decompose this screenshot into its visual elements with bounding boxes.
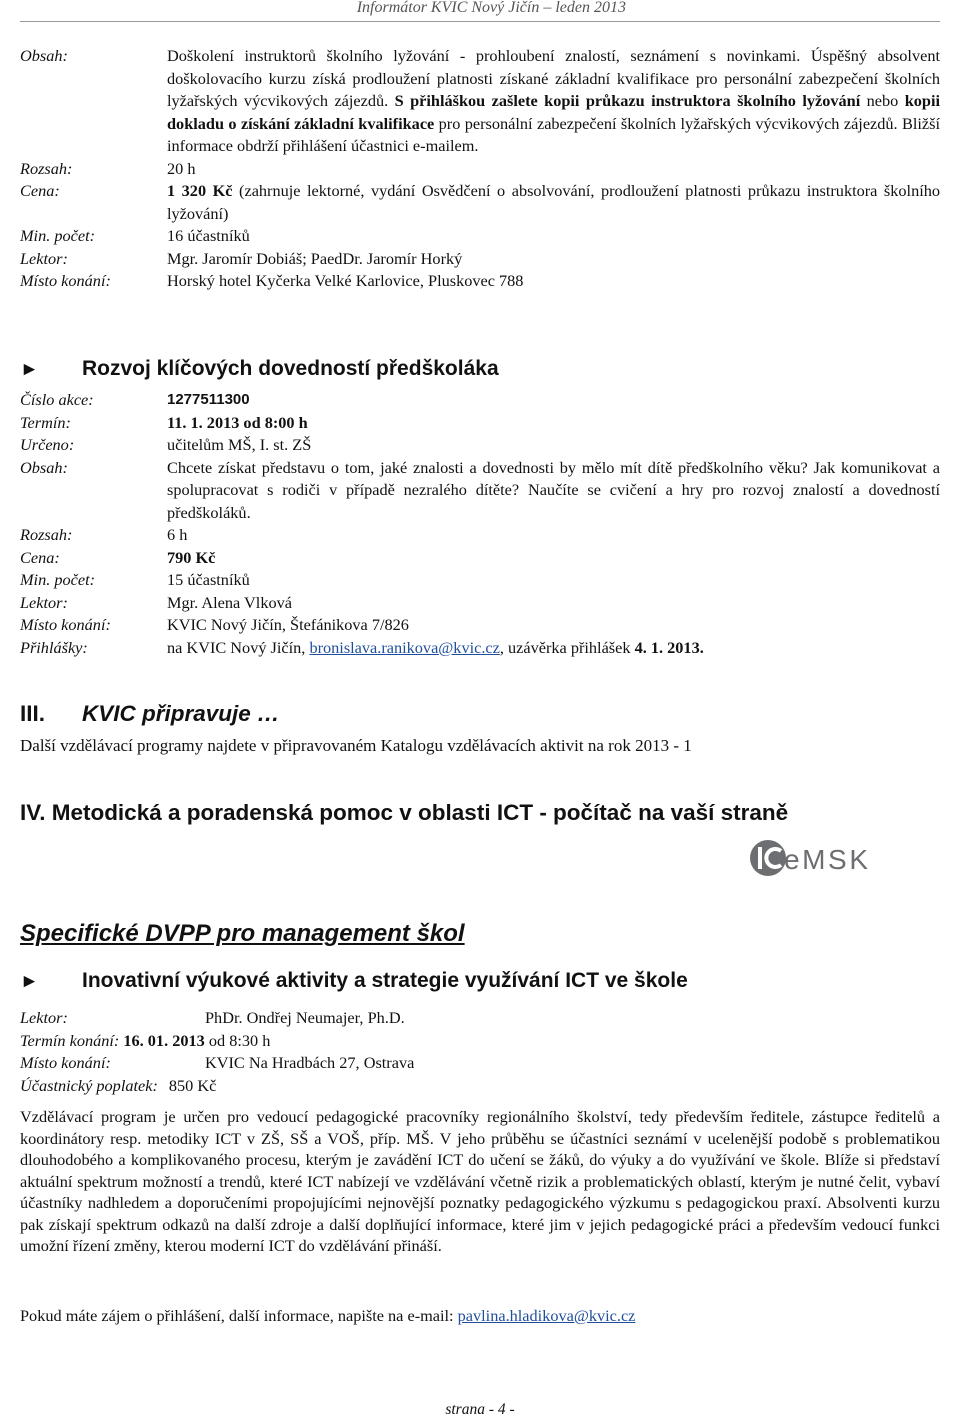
min2-value: 15 účastníků (167, 570, 250, 589)
arrow-icon: ► (20, 971, 39, 992)
course2-details (20, 389, 940, 659)
obsah2-value: Chcete získat představu o tom, jaké znalosti a dovednosti by mělo mít dítě předškolního věku? Jak komunikovat a spolupracovat s rodiči v případě nezralého dítěte? Naučíte se cvičení a hry pro rozvoj znalostí a dovedností předškoláků. (167, 457, 940, 522)
section3-number: III. (20, 701, 46, 726)
dvpp-title: ► Inovativní výukové aktivity a strategie využívání ICT ve škole (20, 969, 688, 992)
rozsah-label: Rozsah: (20, 158, 73, 178)
dvpp-heading: Specifické DVPP pro management škol (20, 920, 465, 947)
arrow-icon: ► (20, 359, 39, 380)
rozsah2-label: Rozsah: (20, 525, 73, 544)
email-link[interactable]: bronislava.ranikova@kvic.cz (309, 637, 500, 657)
cena-label: Cena: (20, 181, 60, 200)
min-value: 16 účastníků (167, 226, 250, 245)
lektor-label: Lektor: (20, 248, 68, 268)
dvpp-details: Lektor: PhDr. Ondřej Neumajer, Ph.D. Termín konání: 16. 01. 2013 od 8:30 h Místo konání: KVIC Na Hradbách 27, Ostrava Účastnický poplatek: 850 Kč (20, 1007, 940, 1097)
misto-value: Horský hotel Kyčerka Velké Karlovice, Pluskovec 788 (167, 271, 524, 290)
termin3-value: 16. 01. 2013 od 8:30 h (123, 1030, 271, 1050)
header-divider (20, 21, 940, 22)
obsah-text: Doškolení instruktorů školního lyžování - prohloubení znalostí, seznámení s novinkami. Úspěšný absolvent doškolovacího kurzu získá prodloužení platnosti získané základní kvalifikace pro personální zabezpečení školních lyžařských výcvikových zájezdů. S přihláškou zašlete kopii průkazu instruktora školního lyžování nebo kopii dokladu o získání základní kvalifikace pro personální zabezpečení školních lyžařských výcvikových zájezdů. Bližší informace obdrží přihlášení účastnici e-mailem. (167, 46, 940, 155)
section4-title: IV. Metodická a poradenská pomoc v oblasti ICT - počítač na vaší straně (20, 800, 789, 825)
contact-email-link[interactable]: pavlina.hladikova@kvic.cz (457, 1306, 636, 1325)
section3-title: KVIC připravuje … (82, 701, 280, 726)
rozsah-value: 20 h (167, 158, 196, 178)
min-label: Min. počet: (20, 226, 96, 245)
poplatek-value: 850 Kč (168, 1075, 217, 1095)
cena2-label: Cena: (20, 547, 60, 567)
termin-value: 11. 1. 2013 od 8:00 h (167, 412, 308, 432)
misto2-value: KVIC Nový Jičín, Štefánikova 7/826 (167, 615, 409, 634)
min2-label: Min. počet: (20, 570, 96, 589)
misto2-label: Místo konání: (20, 615, 111, 634)
course2-title: ► Rozvoj klíčových dovedností předškoláka (20, 357, 499, 380)
lektor-value: Mgr. Jaromír Dobiáš; PaedDr. Jaromír Horký (167, 248, 463, 268)
lektor3-label: Lektor (20, 1008, 63, 1027)
page-number: strana - 4 - (445, 1401, 515, 1418)
obsah-label: Obsah: (20, 46, 68, 65)
icemsk-logo (748, 835, 870, 881)
misto3-value: KVIC Na Hradbách 27, Ostrava (205, 1053, 415, 1072)
prihlasky-value: na KVIC Nový Jičín, bronislava.ranikova@kvic.cz, uzávěrka přihlášek 4. 1. 2013. (167, 637, 704, 657)
cislo-value: 1277511300 (167, 391, 250, 408)
page-header (0, 0, 960, 22)
lektor2-value: Mgr. Alena Vlková (167, 592, 292, 612)
section3-heading (20, 701, 280, 727)
cena2-value: 790 Kč (167, 547, 216, 567)
svg-text:eMSK: eMSK (784, 844, 868, 875)
misto-label: Místo konání: (20, 271, 111, 290)
prihlasky-label: Přihlášky: (20, 637, 88, 657)
urceno-label: Určeno: (20, 435, 75, 454)
termin-label: Termín: (20, 412, 71, 432)
obsah2-label: Obsah: (20, 457, 68, 477)
dvpp-contact: Pokud máte zájem o přihlášení, další informace, napište na e-mail: pavlina.hladikova@kvic.cz (20, 1306, 636, 1325)
header-title: Informátor KVIC Nový Jičín – leden 2013 (356, 0, 626, 16)
termin3-label: Termín konání: (20, 1030, 120, 1050)
course1-details (20, 45, 940, 293)
lektor2-label: Lektor: (20, 592, 68, 612)
cena-value: 1 320 Kč (zahrnuje lektorné, vydání Osvědčení o absolvování, prodloužení platnosti průkazu instruktora školního lyžování) (167, 181, 941, 223)
rozsah2-value: 6 h (167, 525, 188, 544)
misto3-label: Místo konání: (20, 1053, 111, 1072)
urceno-value: učitelům MŠ, I. st. ZŠ (167, 435, 312, 454)
lektor3-value: PhDr. Ondřej Neumajer, Ph.D. (205, 1008, 405, 1027)
poplatek-label: Účastnický poplatek: (20, 1075, 158, 1095)
dvpp-description: Vzdělávací program je určen pro vedoucí pedagogické pracovníky regionálního školství, tedy především ředitele, zástupce ředitelů a koordinátory resp. metodiky ICT v ZŠ, SŠ a VOŠ, příp. MŠ. V jeho průběhu se účastníci seznámí v ucelenější podobě s problematikou dlouhodobého a komplikovaného procesu, kterým je zavádění ICT do učení se žáků, do výuky a do využívání ve škole. Blíže si představí aktuální spektrum možností a trendů, které ICT nabízejí ve vzdělávání včetně rizik a problematických oblastí, kterým je nutné čelit, vybaví účastníky nadhledem a doporučeními propojujícími nejnovější poznatky pedagogického výzkumu s pedagogickou praxí. Absolventi kurzu pak získají spektrum odkazů na další zdroje a další doplňující informace, které jim v jejich pedagogické práci a především vedoucí funkci umožní řízení změny, kterou moderní ICT do vzdělávání přináší. (20, 1107, 940, 1255)
section3-text: Další vzdělávací programy najdete v připravovaném Katalogu vzdělávacích aktivit na rok 2013 - 1 (20, 736, 692, 755)
cislo-label: Číslo akce: (20, 390, 94, 409)
